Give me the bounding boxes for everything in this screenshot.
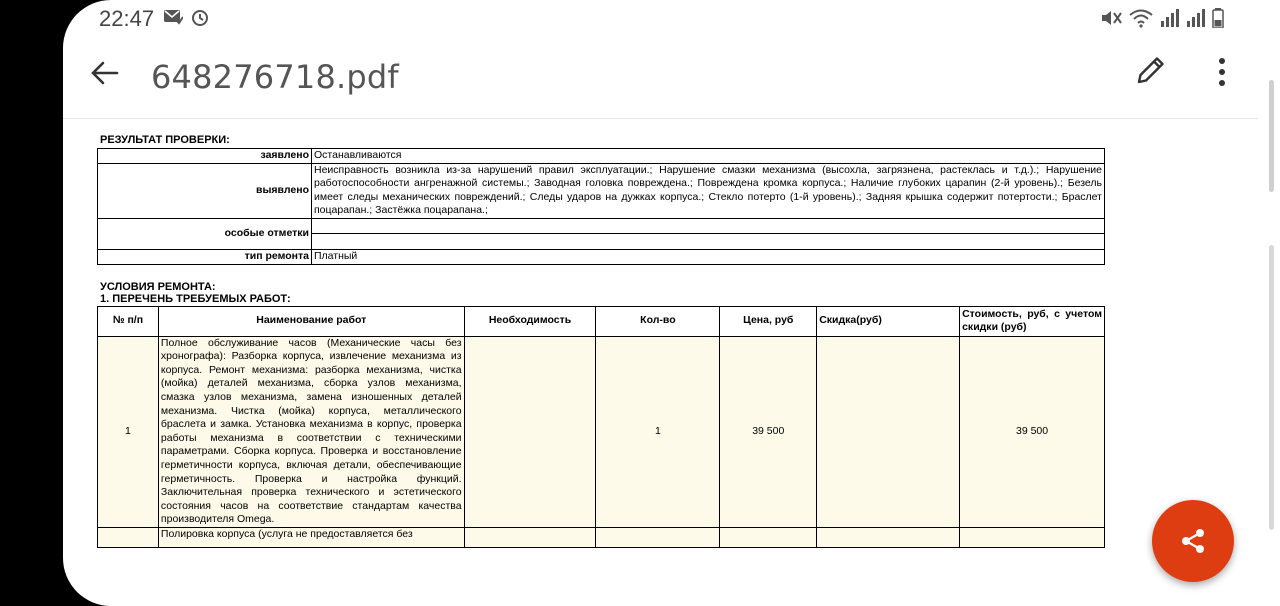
work-total [960,527,1105,547]
phone-screen [63,0,1280,606]
result-section-title: РЕЗУЛЬТАТ ПРОВЕРКИ: [100,134,230,146]
column-header: Цена, руб [720,306,817,336]
table-row [98,249,1105,264]
repair-section-subtitle: 1. ПЕРЕЧЕНЬ ТРЕБУЕМЫХ РАБОТ: [100,292,291,305]
work-price [720,527,817,547]
pdf-page [97,130,1107,548]
column-header: Кол-во [596,306,720,336]
shield-icon [191,8,209,28]
table-row [98,218,1105,233]
row-value [312,233,1105,249]
work-discount [817,336,960,527]
scrollbar-track[interactable] [1269,245,1274,530]
work-discount [817,527,960,547]
mute-icon [1100,8,1122,28]
share-icon [1178,526,1208,556]
column-header: Стоимость, руб, с учетом скидки (руб) [960,306,1105,336]
table-row [98,527,1105,547]
row-label: заявлено [98,149,312,164]
works-table [97,306,1105,548]
status-bar [63,0,1280,38]
row-label: особые отметки [98,218,312,249]
column-header: Наименование работ [158,306,464,336]
status-icons [1100,8,1224,28]
work-necessity [464,527,596,547]
row-value: Платный [312,249,1105,264]
column-header: Необходимость [464,306,596,336]
work-price: 39 500 [720,336,817,527]
work-qty [596,527,720,547]
result-table [97,148,1105,265]
row-value: Останавливаются [312,149,1105,164]
arrow-left-icon[interactable] [87,55,123,91]
row-label: тип ремонта [98,249,312,264]
table-header-row [98,306,1105,336]
column-header: № п/п [98,306,159,336]
signal-icon [1186,9,1206,27]
row-value [312,218,1105,233]
work-total: 39 500 [960,336,1105,527]
work-name: Полное обслуживание часов (Механические часы без хронографа): Разборка корпуса, извлечение механизма из корпуса. Ремонт механизма: разборка механизма, чистка (мойка) деталей механизма, сборка узлов механизма, смазка узлов механизма, замена изношенных деталей механизма. Чистка (мойка) корпуса, металлического браслета и замка. Установка механизма в корпус, проверка работы механизма в соответствии с техническими параметрами. Сборка корпуса. Проверка и восстановление герметичности корпуса, включая детали, обеспечивающие герметичность. Проверка и настройка функций. Заключительная проверка технического и эстетического состояния часов на соответствие стандартам качества производителя Omega. [158,336,464,527]
signal-icon [1160,9,1180,27]
share-button[interactable] [1152,500,1234,582]
work-name: Полировка корпуса (услуга не предоставляется без [158,527,464,547]
work-qty: 1 [596,336,720,527]
row-number [98,527,159,547]
table-row [98,163,1105,218]
pencil-icon[interactable] [1133,52,1169,88]
repair-section-title: УСЛОВИЯ РЕМОНТА: [100,280,216,293]
status-time: 22:47 [99,6,155,31]
app-bar [63,40,1280,118]
row-number: 1 [98,336,159,527]
more-vert-icon[interactable] [1209,54,1235,90]
column-header: Скидка(руб) [817,306,960,336]
row-label: выявлено [98,163,312,218]
document-title: 648276718.pdf [151,58,399,96]
app-bar-divider [63,118,1258,119]
row-value: Неисправность возникла из-за нарушений правил эксплуатации.; Нарушение смазки механизма (высохла, загрязнена, растеклась и т.д.).; Нарушение работоспособности ангренажной системы.; Заводная головка повреждена.; Повреждена кромка корпуса.; Наличие глубоких царапин (2-й уровень).; Безель имеет следы механических повреждений.; Следы ударов на дужках корпуса.; Стекло потерто (1-й уровень).; Задняя крышка содержит потертости.; Браслет поцарапан.; Застёжка поцарапана.; [312,163,1105,218]
table-row [98,149,1105,164]
mail-icon [163,8,183,26]
battery-icon [1212,8,1224,28]
table-row [98,336,1105,527]
scrollbar-thumb[interactable] [1269,80,1274,192]
wifi-icon [1128,8,1154,28]
work-necessity [464,336,596,527]
